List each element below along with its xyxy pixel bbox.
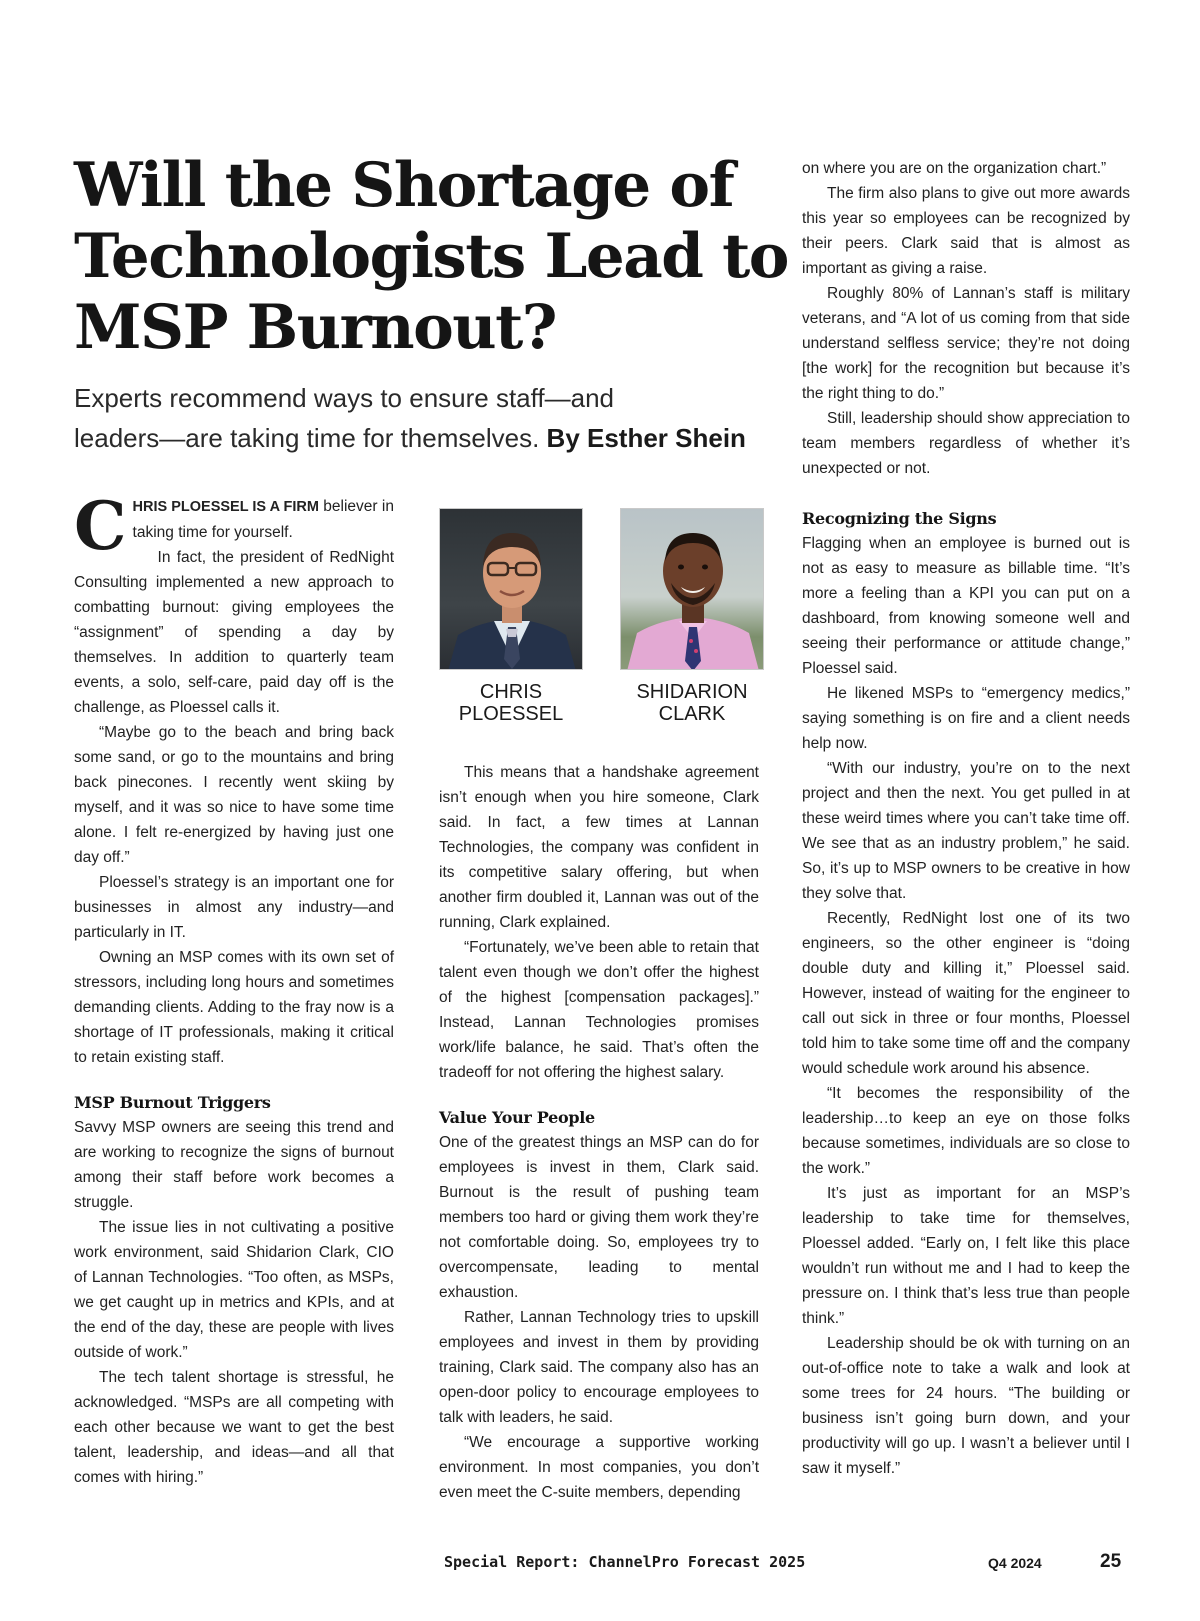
lead-in: HRIS PLOESSEL IS A FIRM [132,499,319,515]
headline-line: MSP Burnout? [74,292,557,363]
spacer [74,1070,394,1090]
body-paragraph: Ploessel’s strategy is an important one for businesses in almost any industry—and particularly in IT. [74,874,394,941]
page-number: 25 [1100,1551,1122,1572]
body-paragraph: “It becomes the responsibility of the leadership…to keep an eye on those folks because sometimes, individuals are so close to the work.” [802,1085,1130,1177]
portrait-illustration [440,509,583,670]
body-paragraph [74,487,394,565]
caption-line: PLOESSEL [458,703,564,725]
deck-text: leaders—are taking time for themselves. [74,423,540,453]
body-paragraph: One of the greatest things an MSP can do for employees is invest in them, Clark said. Burnout is the result of pushing team members too hard or giving them work they’re not comfortable doing. So, employees try to overcompensate, leading to mental exhaustion. [439,1134,759,1301]
drop-cap: C [74,487,127,565]
article-headline [74,150,788,363]
deck-line [74,418,774,458]
photo-caption [421,681,601,725]
photo-caption [602,681,782,725]
caption-line: CLARK [658,703,726,725]
spacer [439,1085,759,1105]
body-paragraph: Flagging when an employee is burned out is not as easy to measure as billable time. “It’s more a feeling than a KPI you can put on a dashboard, from knowing someone well and seeing their performance or attitude change,” Ploessel said. [802,535,1130,677]
footer-issue: Q4 2024 [988,1555,1042,1571]
article-deck [74,378,774,458]
body-paragraph: Owning an MSP comes with its own set of stressors, including long hours and sometimes demanding clients. Adding to the fray now is a shortage of IT professionals, making it critical to retain existing staff. [74,949,394,1066]
body-paragraph: The tech talent shortage is stressful, he acknowledged. “MSPs are all competing with each other because we want to get the best talent, leadership, and ideas—and all that comes with hiring.” [74,1369,394,1486]
body-paragraph: Rather, Lannan Technology tries to upskill employees and invest in them by providing training, Clark said. The company also has an open-door policy to encourage employees to talk with leaders, he said. [439,1309,759,1426]
body-paragraph: This means that a handshake agreement isn’t enough when you hire someone, Clark said. In fact, a few times at Lannan Technologies, the company was confident in its competitive salary offering, but when another firm doubled it, Lannan was out of the running, Clark explained. [439,764,759,931]
body-paragraph: The firm also plans to give out more awards this year so employees can be recognized by their peers. Clark said that is almost as important as giving a raise. [802,185,1130,277]
section-heading: Recognizing the Signs [802,509,997,528]
body-paragraph: Recently, RedNight lost one of its two engineers, so the other engineer is “doing double duty and killing it,” Ploessel said. However, instead of waiting for the engineer to call out sick in three or four months, Ploessel told him to take some time off and the company would schedule work around his absence. [802,910,1130,1077]
photo-chris-ploessel [439,508,583,670]
body-paragraph: Roughly 80% of Lannan’s staff is military veterans, and “A lot of us coming from that side understand selfless service; they’re not doing [the work] for the recognition but because it’s the right thing to do.” [802,285,1130,402]
body-paragraph: Leadership should be ok with turning on an out-of-office note to take a walk and look at some trees for 24 hours. “The building or business isn’t going burn down, and your productivity will go up. I wasn’t a believer until I saw it myself.” [802,1335,1130,1477]
body-paragraph: Savvy MSP owners are seeing this trend and are working to recognize the signs of burnout among their staff before work becomes a struggle. [74,1119,394,1211]
deck-line: Experts recommend ways to ensure staff—and [74,383,614,413]
body-paragraph: on where you are on the organization chart.” [802,160,1107,177]
column-3-top [802,156,1130,481]
photo-shidarion-clark [620,508,764,670]
portrait-illustration [621,509,764,670]
caption-line: SHIDARION [636,681,748,703]
body-paragraph: The issue lies in not cultivating a positive work environment, said Shidarion Clark, CIO of Lannan Technologies. “Too often, as MSPs, we get caught up in metrics and KPIs, and at the end of the day, these are people with lives outside of work.” [74,1219,394,1361]
column-2 [439,760,759,1505]
column-1 [74,487,394,1490]
body-paragraph: “With our industry, you’re on to the next project and then the next. You get pulled in at these weird times where you can’t take time off. We see that as an industry problem,” he said. So, it’s up to MSP owners to be creative in how they solve that. [802,760,1130,902]
footer-section-title: Special Report: ChannelPro Forecast 2025 [444,1553,806,1571]
body-paragraph: “Maybe go to the beach and bring back some sand, or go to the mountains and bring back pinecones. I recently went skiing by myself, and it was so nice to have some time alone. I felt re-energized by having just one day off.” [74,724,394,866]
paragraph-text: believer in taking time for yourself. [132,498,394,541]
section-heading: MSP Burnout Triggers [74,1093,271,1112]
headline-line: Technologists Lead to [74,221,788,292]
body-paragraph: It’s just as important for an MSP’s leadership to take time for themselves, Ploessel added. “Early on, I felt like this place wouldn’t run without me and I had to keep the pressure on. I think that’s less true than people think.” [802,1185,1130,1327]
body-paragraph: “Fortunately, we’ve been able to retain that talent even though we don’t offer the highest of the highest [compensation packages].” Instead, Lannan Technologies promises work/life balance, he said. That’s often the tradeoff for not offering the highest salary. [439,939,759,1081]
body-paragraph: Still, leadership should show appreciation to team members regardless of whether it’s unexpected or not. [802,410,1130,477]
column-3-bottom [802,506,1130,1481]
body-paragraph: “We encourage a supportive working environment. In most companies, you don’t even meet the C-suite members, depending [439,1434,759,1501]
section-heading: Value Your People [439,1108,595,1127]
caption-line: CHRIS [479,681,543,703]
byline: By Esther Shein [546,423,746,453]
headline-line: Will the Shortage of [74,150,734,221]
body-paragraph: He likened MSPs to “emergency medics,” saying something is on fire and a client needs help now. [802,685,1130,752]
body-paragraph: In fact, the president of RedNight Consulting implemented a new approach to combatting burnout: giving employees the “assignment” of spending a day by themselves. In addition to quarterly team events, a solo, self-care, paid day off is the challenge, as Ploessel calls it. [74,549,394,716]
